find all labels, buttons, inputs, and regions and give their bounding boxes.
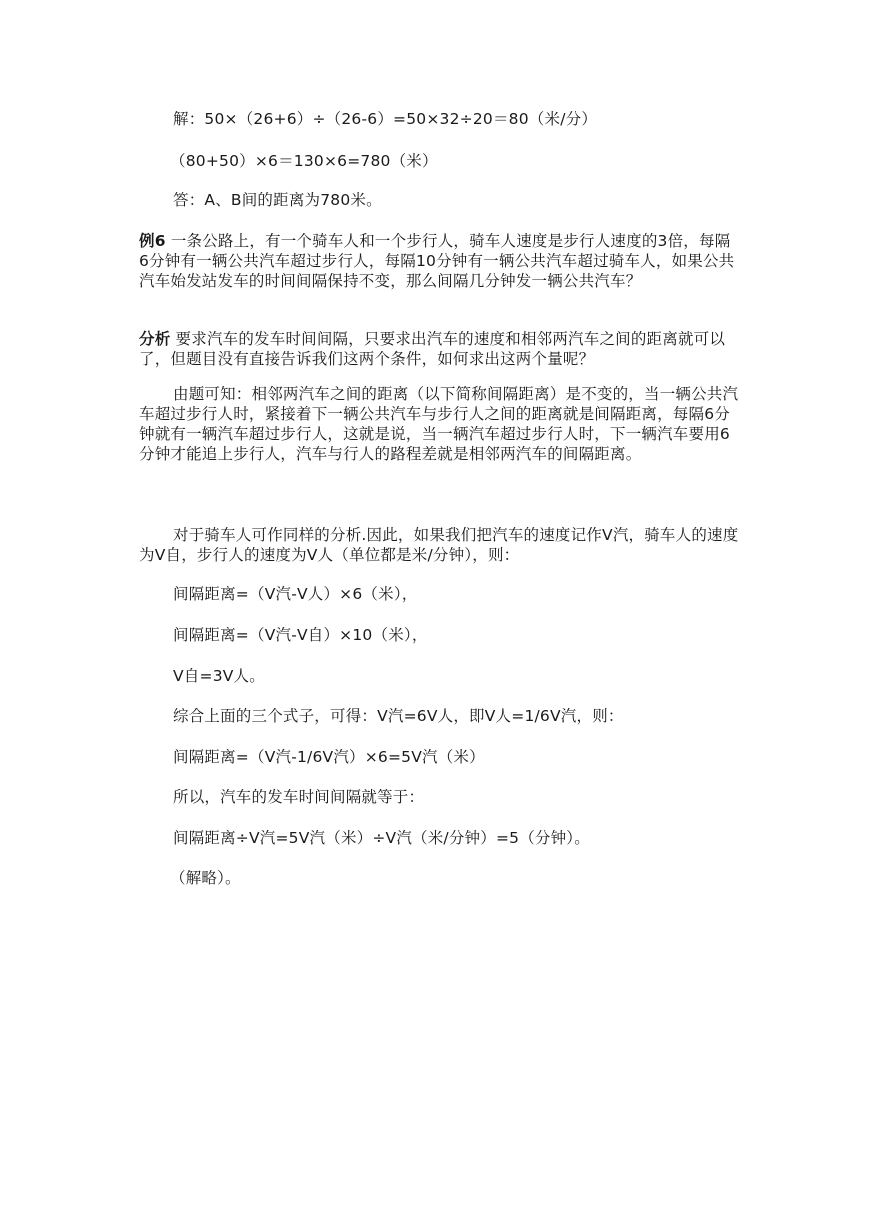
example-label: 例6	[139, 232, 166, 250]
analysis-paragraph-3: 对于骑车人可作同样的分析.因此，如果我们把汽车的速度记作V汽，骑车人的速度为V自，步行人的速度为V人（单位都是米/分钟），则：	[139, 526, 739, 564]
solution-line-1: 解：50×（26+6）÷（26-6）=50×32÷20＝80（米/分）	[173, 110, 598, 128]
formula-2: 间隔距离=（V汽-V自）×10（米），	[173, 626, 428, 644]
formula-8: （解略）。	[170, 869, 241, 887]
analysis-text: 要求汽车的发车时间间隔，只要求出汽车的速度和相邻两汽车之间的距离就可以了，但题目没有直接告诉我们这两个条件，如何求出这两个量呢？	[139, 330, 726, 368]
example-text: 一条公路上，有一个骑车人和一个步行人，骑车人速度是步行人速度的3倍，每隔6分钟有一辆公共汽车超过步行人，每隔10分钟有一辆公共汽车超过骑车人，如果公共汽车始发站发车的时间间隔保持不变，那么间隔几分钟发一辆公共汽车？	[139, 232, 735, 290]
solution-line-2: （80+50）×6＝130×6=780（米）	[170, 152, 438, 170]
formula-6: 所以，汽车的发车时间间隔就等于：	[173, 788, 425, 806]
analysis-paragraph	[139, 329, 739, 369]
formula-3: V自=3V人。	[173, 667, 265, 685]
formula-7: 间隔距离÷V汽=5V汽（米）÷V汽（米/分钟）=5（分钟）。	[173, 829, 590, 847]
formula-1: 间隔距离=（V汽-V人）×6（米），	[173, 585, 418, 603]
formula-4: 综合上面的三个式子，可得：V汽=6V人，即V人=1/6V汽，则：	[173, 707, 624, 725]
formula-5: 间隔距离=（V汽-1/6V汽）×6=5V汽（米）	[173, 748, 485, 766]
analysis-paragraph-2: 由题可知：相邻两汽车之间的距离（以下简称间隔距离）是不变的，当一辆公共汽车超过步行人时，紧接着下一辆公共汽车与步行人之间的距离就是间隔距离，每隔6分钟就有一辆汽车超过步行人，这就是说，当一辆汽车超过步行人时，下一辆汽车要用6分钟才能追上步行人，汽车与行人的路程差就是相邻两汽车的间隔距离。	[139, 385, 739, 463]
answer-line: 答：A、B间的距离为780米。	[173, 191, 382, 209]
example-6-paragraph	[139, 231, 739, 291]
analysis-label: 分析	[139, 330, 171, 348]
